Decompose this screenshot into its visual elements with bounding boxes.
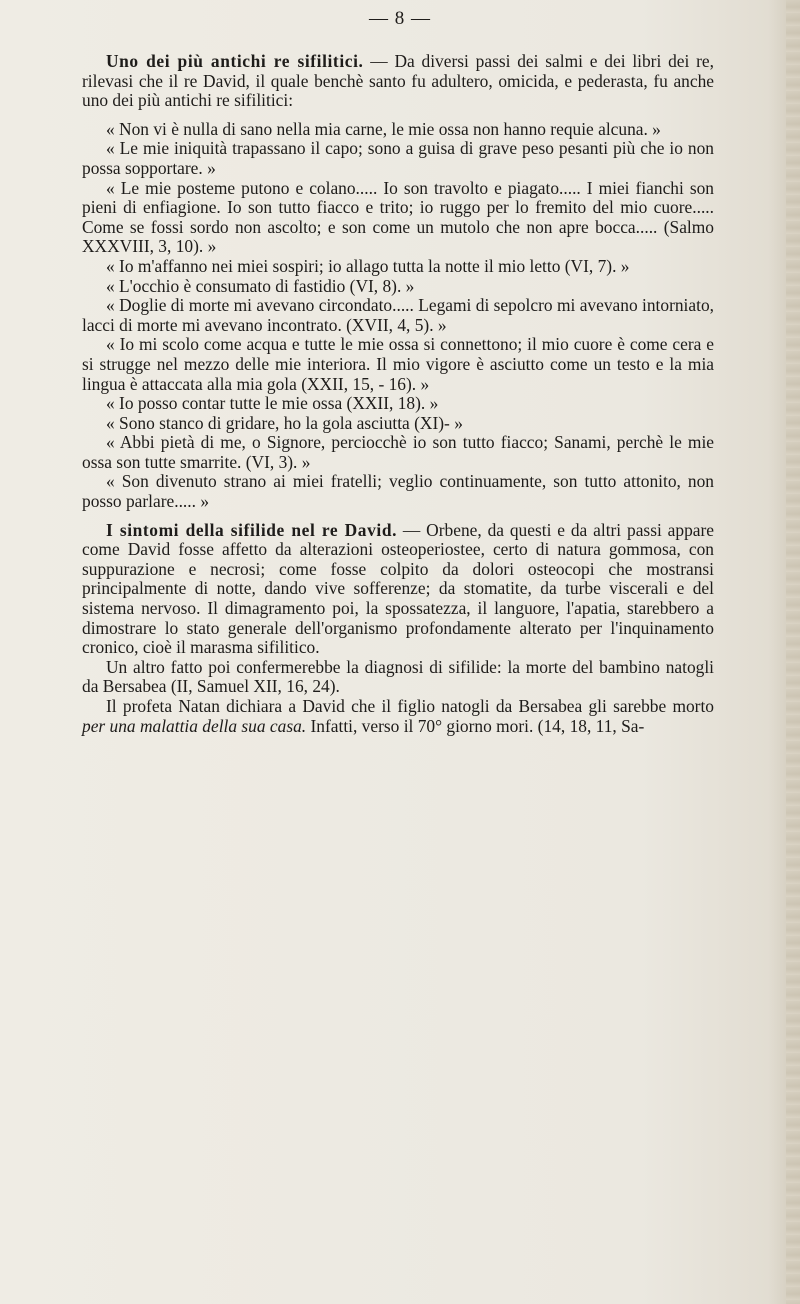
paragraph-text: Infatti, verso il 70° giorno mori. (14, 18, 11, Sa- — [306, 715, 645, 736]
paragraph-text: Il profeta Natan dichiara a David che il figlio natogli da Bersabea gli sarebbe morto — [106, 696, 714, 716]
psalm-quote: « Sono stanco di gridare, ho la gola asciutta (XI)- » — [106, 412, 463, 433]
paragraph-natan — [82, 697, 714, 736]
psalm-quote: « Io m'affanno nei miei sospiri; io allago tutta la notte il mio letto (VI, 7). » — [106, 255, 630, 276]
paragraph-diagnosis: Un altro fatto poi confermerebbe la diagnosi di sifilide: la morte del bambino natogli da Bersabea (II, Samuel XII, 16, 24). — [82, 656, 714, 697]
psalm-quote: « Abbi pietà di me, o Signore, perciocchè io son tutto fiacco; Sanami, perchè le mie ossa son tutte smarrite. (VI, 3). » — [82, 432, 714, 472]
psalm-quote: « L'occhio è consumato di fastidio (VI, 8). » — [106, 275, 415, 296]
psalm-quote: « Io posso contar tutte le mie ossa (XXII, 18). » — [106, 393, 439, 414]
psalm-quote: « Le mie posteme putono e colano..... Io son travolto e piagato..... I miei fianchi son pieni di enfiagione. Io son tutto fiacco e trito; io ruggo per lo fremito del mio cuore..... Come se fossi sordo non ascolto; e son come un mutolo che non apre bocca..... (Salmo XXXVIII, 3, 10). » — [82, 177, 714, 257]
page-edge — [786, 0, 800, 1304]
psalm-quote: « Non vi è nulla di sano nella mia carne, le mie ossa non hanno requie alcuna. » — [106, 118, 661, 139]
paragraph-text: — Orbene, da questi e da altri passi appare come David fosse affetto da alterazioni osteoperiostee, certo di natura gommosa, con suppurazione e necrosi; come fosse colpito da dolori osteocopi che mostransi principalmente di notte, dando vive sofferenze; da stomatite, da turbe viscerali e del sistema nervoso. Il dimagramento poi, la spossatezza, il languore, l'apatia, starebbero a dimostrare lo stato generale dell'organismo profondamente alterato per l'inquinamento cronico, cioè il marasma sifilitico. — [82, 519, 715, 658]
section-heading: Uno dei più antichi re sifilitici. — [106, 51, 364, 71]
italic-phrase: per una malattia della sua casa. — [82, 715, 307, 736]
page-number: — 8 — — [369, 8, 431, 29]
paragraph-intro — [82, 52, 714, 111]
psalm-quote: « Io mi scolo come acqua e tutte le mie ossa si connettono; il mio cuore è come cera e si strugge nel mezzo delle mie interiora. Il mio vigore è asciutto come un testo e la mia lingua è attaccata alla mia gola (XXII, 15, - 16). » — [82, 334, 714, 394]
psalm-quote: « Doglie di morte mi avevano circondato..... Legami di sepolcro mi avevano intorniato, lacci di morte mi avevano incontrato. (XVII, 4, 5). » — [82, 295, 714, 335]
psalm-quote: « Son divenuto strano ai miei fratelli; veglio continuamente, son tutto attonito, non posso parlare..... » — [82, 471, 714, 512]
section-heading: I sintomi della sifilide nel re David. — [106, 519, 398, 540]
paragraph-text: — Da diversi passi dei salmi e dei libri dei re, rilevasi che il re David, il quale benchè santo fu adultero, omicida, e pederasta, fu anche uno dei più antichi re sifilitici: — [82, 51, 714, 111]
paragraph-symptoms — [82, 521, 714, 658]
page-body — [82, 52, 714, 736]
psalm-quote: « Le mie iniquità trapassano il capo; sono a guisa di grave peso pesanti più che io non possa sopportare. » — [82, 138, 714, 178]
